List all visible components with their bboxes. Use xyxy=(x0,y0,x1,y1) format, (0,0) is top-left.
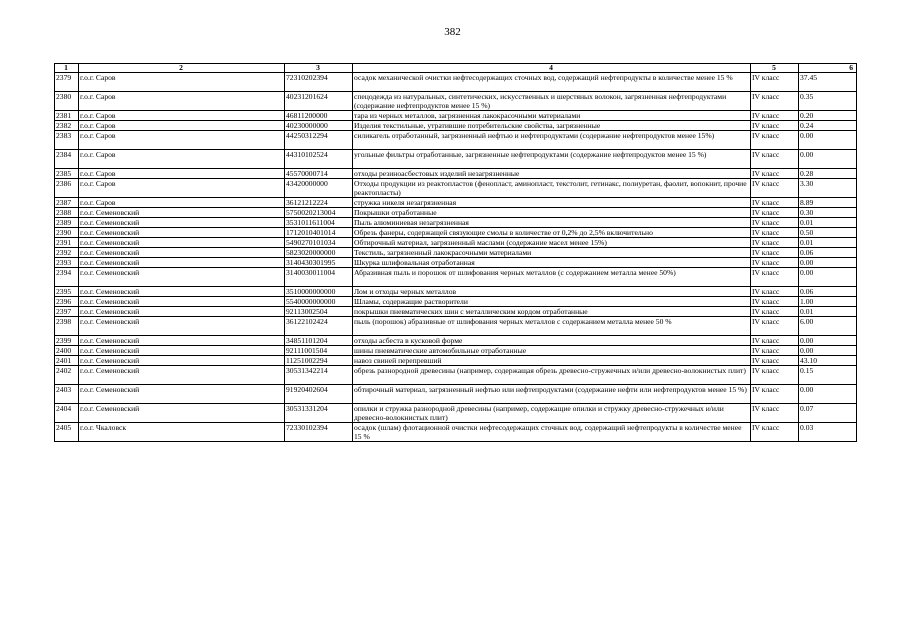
amount-cell: 6.00 xyxy=(799,317,857,336)
municipality-cell: г.о.г. Семеновский xyxy=(79,268,285,287)
hazard-class-cell: IV класс xyxy=(751,121,799,131)
row-number-cell: 2381 xyxy=(55,111,79,121)
amount-cell: 0.00 xyxy=(799,150,857,169)
hazard-class-cell: IV класс xyxy=(751,73,799,92)
waste-code-cell: 92113002504 xyxy=(285,307,353,317)
waste-description-cell: силикагель отработанный, загрязненный нефтью и нефтепродуктами (содержание нефтепродуктов менее 15%) xyxy=(353,131,751,150)
hazard-class-cell: IV класс xyxy=(751,111,799,121)
amount-cell: 37.45 xyxy=(799,73,857,92)
row-number-cell: 2397 xyxy=(55,307,79,317)
column-header: 1 xyxy=(55,64,79,73)
table-row xyxy=(55,228,857,238)
municipality-cell: г.о.г. Саров xyxy=(79,198,285,208)
row-number-cell: 2390 xyxy=(55,228,79,238)
waste-code-cell: 72330102394 xyxy=(285,423,353,442)
amount-cell: 8.89 xyxy=(799,198,857,208)
amount-cell: 0.00 xyxy=(799,346,857,356)
municipality-cell: г.о.г. Саров xyxy=(79,179,285,198)
table-row xyxy=(55,121,857,131)
waste-description-cell: навоз свиней перепревший xyxy=(353,356,751,366)
waste-code-cell: 5540000000000 xyxy=(285,297,353,307)
column-header: 2 xyxy=(79,64,285,73)
waste-code-cell: 5490270101034 xyxy=(285,238,353,248)
amount-cell: 0.00 xyxy=(799,385,857,404)
waste-description-cell: опилки и стружка разнородной древесины (например, содержащие опилки и стружку древесно-стружечных и/или древесно-волокнистых плит) xyxy=(353,404,751,423)
row-number-cell: 2383 xyxy=(55,131,79,150)
waste-code-cell: 1712010401014 xyxy=(285,228,353,238)
waste-description-cell: Лом и отходы черных металлов xyxy=(353,287,751,297)
table-row xyxy=(55,366,857,385)
waste-code-cell: 3510000000000 xyxy=(285,287,353,297)
hazard-class-cell: IV класс xyxy=(751,179,799,198)
row-number-cell: 2380 xyxy=(55,92,79,111)
waste-description-cell: Текстиль, загрязненный лакокрасочными материалами xyxy=(353,248,751,258)
table-row xyxy=(55,131,857,150)
table-row xyxy=(55,150,857,169)
column-header: 6 xyxy=(799,64,857,73)
column-header: 4 xyxy=(353,64,751,73)
row-number-cell: 2387 xyxy=(55,198,79,208)
waste-code-cell: 3140430301995 xyxy=(285,258,353,268)
municipality-cell: г.о.г. Семеновский xyxy=(79,356,285,366)
waste-code-cell: 40230000000 xyxy=(285,121,353,131)
table-row xyxy=(55,346,857,356)
municipality-cell: г.о.г. Семеновский xyxy=(79,287,285,297)
waste-description-cell: Покрышки отработанные xyxy=(353,208,751,218)
hazard-class-cell: IV класс xyxy=(751,228,799,238)
waste-description-cell: пыль (порошок) абразивные от шлифования черных металлов с содержанием металла менее 50 % xyxy=(353,317,751,336)
municipality-cell: г.о.г. Саров xyxy=(79,92,285,111)
waste-code-cell: 44250312294 xyxy=(285,131,353,150)
waste-code-cell: 45570000714 xyxy=(285,169,353,179)
municipality-cell: г.о.г. Семеновский xyxy=(79,336,285,346)
hazard-class-cell: IV класс xyxy=(751,218,799,228)
row-number-cell: 2394 xyxy=(55,268,79,287)
waste-description-cell: Абразивная пыль и порошок от шлифования черных металлов (с содержанием металла менее 50%) xyxy=(353,268,751,287)
amount-cell: 0.06 xyxy=(799,287,857,297)
waste-code-cell: 30531331204 xyxy=(285,404,353,423)
hazard-class-cell: IV класс xyxy=(751,238,799,248)
waste-code-cell: 34851101204 xyxy=(285,336,353,346)
hazard-class-cell: IV класс xyxy=(751,385,799,404)
municipality-cell: г.о.г. Семеновский xyxy=(79,404,285,423)
amount-cell: 43.10 xyxy=(799,356,857,366)
hazard-class-cell: IV класс xyxy=(751,366,799,385)
row-number-cell: 2385 xyxy=(55,169,79,179)
table-row xyxy=(55,317,857,336)
municipality-cell: г.о.г. Семеновский xyxy=(79,228,285,238)
row-number-cell: 2379 xyxy=(55,73,79,92)
page-number: 382 xyxy=(444,26,461,38)
waste-code-cell: 5823020000000 xyxy=(285,248,353,258)
row-number-cell: 2401 xyxy=(55,356,79,366)
municipality-cell: г.о.г. Саров xyxy=(79,121,285,131)
waste-code-cell: 30531342214 xyxy=(285,366,353,385)
table-row xyxy=(55,92,857,111)
waste-code-cell: 40231201624 xyxy=(285,92,353,111)
municipality-cell: г.о.г. Саров xyxy=(79,111,285,121)
amount-cell: 0.01 xyxy=(799,218,857,228)
hazard-class-cell: IV класс xyxy=(751,169,799,179)
row-number-cell: 2403 xyxy=(55,385,79,404)
municipality-cell: г.о.г. Семеновский xyxy=(79,385,285,404)
hazard-class-cell: IV класс xyxy=(751,317,799,336)
hazard-class-cell: IV класс xyxy=(751,297,799,307)
column-header: 5 xyxy=(751,64,799,73)
waste-code-cell: 44310102524 xyxy=(285,150,353,169)
waste-description-cell: тара из черных металлов, загрязненная лакокрасочными материалами xyxy=(353,111,751,121)
hazard-class-cell: IV класс xyxy=(751,150,799,169)
table-row xyxy=(55,356,857,366)
hazard-class-cell: IV класс xyxy=(751,307,799,317)
row-number-cell: 2384 xyxy=(55,150,79,169)
row-number-cell: 2405 xyxy=(55,423,79,442)
table-row xyxy=(55,287,857,297)
waste-description-cell: обрезь разнородной древесины (например, содержащая обрезь древесно-стружечных и/или древесно-волокнистых плит) xyxy=(353,366,751,385)
table-row xyxy=(55,179,857,198)
waste-description-cell: стружка никеля незагрязненная xyxy=(353,198,751,208)
waste-description-cell: Пыль алюминиевая незагрязненная xyxy=(353,218,751,228)
table-row xyxy=(55,258,857,268)
hazard-class-cell: IV класс xyxy=(751,258,799,268)
amount-cell: 0.24 xyxy=(799,121,857,131)
waste-code-cell: 46811200000 xyxy=(285,111,353,121)
waste-description-cell: угольные фильтры отработанные, загрязненные нефтепродуктами (содержание нефтепродуктов менее 15 %) xyxy=(353,150,751,169)
amount-cell: 0.00 xyxy=(799,258,857,268)
table-row xyxy=(55,208,857,218)
hazard-class-cell: IV класс xyxy=(751,198,799,208)
amount-cell: 0.30 xyxy=(799,208,857,218)
waste-description-cell: Изделия текстильные, утратившие потребительские свойства, загрязненные xyxy=(353,121,751,131)
municipality-cell: г.о.г. Саров xyxy=(79,150,285,169)
waste-description-cell: шины пневматические автомобильные отработанные xyxy=(353,346,751,356)
table-row xyxy=(55,336,857,346)
hazard-class-cell: IV класс xyxy=(751,92,799,111)
row-number-cell: 2391 xyxy=(55,238,79,248)
municipality-cell: г.о.г. Семеновский xyxy=(79,248,285,258)
table-row xyxy=(55,297,857,307)
waste-code-cell: 36121212224 xyxy=(285,198,353,208)
row-number-cell: 2398 xyxy=(55,317,79,336)
amount-cell: 0.01 xyxy=(799,307,857,317)
municipality-cell: г.о.г. Чкаловск xyxy=(79,423,285,442)
column-header-row xyxy=(55,64,857,73)
waste-description-cell: обтирочный материал, загрязненный нефтью или нефтепродуктами (содержание нефти или нефтепродуктов менее 15 %) xyxy=(353,385,751,404)
amount-cell: 0.15 xyxy=(799,366,857,385)
municipality-cell: г.о.г. Саров xyxy=(79,131,285,150)
hazard-class-cell: IV класс xyxy=(751,268,799,287)
row-number-cell: 2382 xyxy=(55,121,79,131)
table-row xyxy=(55,423,857,442)
municipality-cell: г.о.г. Семеновский xyxy=(79,346,285,356)
waste-code-cell: 3531011611004 xyxy=(285,218,353,228)
waste-code-cell: 91920402604 xyxy=(285,385,353,404)
table-row xyxy=(55,111,857,121)
amount-cell: 3.30 xyxy=(799,179,857,198)
hazard-class-cell: IV класс xyxy=(751,404,799,423)
amount-cell: 0.20 xyxy=(799,111,857,121)
amount-cell: 0.00 xyxy=(799,131,857,150)
row-number-cell: 2392 xyxy=(55,248,79,258)
waste-code-cell: 5750020213004 xyxy=(285,208,353,218)
column-header: 3 xyxy=(285,64,353,73)
row-number-cell: 2396 xyxy=(55,297,79,307)
row-number-cell: 2400 xyxy=(55,346,79,356)
municipality-cell: г.о.г. Семеновский xyxy=(79,317,285,336)
amount-cell: 0.00 xyxy=(799,268,857,287)
row-number-cell: 2399 xyxy=(55,336,79,346)
row-number-cell: 2393 xyxy=(55,258,79,268)
row-number-cell: 2404 xyxy=(55,404,79,423)
table-row xyxy=(55,404,857,423)
hazard-class-cell: IV класс xyxy=(751,356,799,366)
municipality-cell: г.о.г. Семеновский xyxy=(79,218,285,228)
waste-description-cell: Обрезь фанеры, содержащей связующие смолы в количестве от 0,2% до 2,5% включительно xyxy=(353,228,751,238)
table-row xyxy=(55,238,857,248)
amount-cell: 0.01 xyxy=(799,238,857,248)
table-row xyxy=(55,73,857,92)
hazard-class-cell: IV класс xyxy=(751,423,799,442)
municipality-cell: г.о.г. Семеновский xyxy=(79,307,285,317)
table-row xyxy=(55,218,857,228)
amount-cell: 0.28 xyxy=(799,169,857,179)
table-row xyxy=(55,248,857,258)
municipality-cell: г.о.г. Семеновский xyxy=(79,297,285,307)
hazard-class-cell: IV класс xyxy=(751,346,799,356)
waste-description-cell: спецодежда из натуральных, синтетических, искусственных и шерстяных волокон, загрязненная нефтепродуктами (содержание нефтепродуктов менее 15 %) xyxy=(353,92,751,111)
waste-description-cell: Шкурка шлифовальная отработанная xyxy=(353,258,751,268)
hazard-class-cell: IV класс xyxy=(751,336,799,346)
waste-description-cell: осадок (шлам) флотационной очистки нефтесодержащих сточных вод, содержащий нефтепродукты в количестве менее 15 % xyxy=(353,423,751,442)
row-number-cell: 2388 xyxy=(55,208,79,218)
waste-description-cell: отходы асбеста в кусковой форме xyxy=(353,336,751,346)
hazard-class-cell: IV класс xyxy=(751,248,799,258)
amount-cell: 0.00 xyxy=(799,336,857,346)
row-number-cell: 2395 xyxy=(55,287,79,297)
amount-cell: 0.35 xyxy=(799,92,857,111)
amount-cell: 1.00 xyxy=(799,297,857,307)
waste-code-cell: 3140030011004 xyxy=(285,268,353,287)
waste-description-cell: Обтирочный материал, загрязненный маслами (содержание масел менее 15%) xyxy=(353,238,751,248)
waste-code-cell: 43420000000 xyxy=(285,179,353,198)
table-row xyxy=(55,169,857,179)
row-number-cell: 2402 xyxy=(55,366,79,385)
municipality-cell: г.о.г. Семеновский xyxy=(79,238,285,248)
row-number-cell: 2386 xyxy=(55,179,79,198)
municipality-cell: г.о.г. Семеновский xyxy=(79,208,285,218)
waste-code-cell: 36122102424 xyxy=(285,317,353,336)
waste-registry-table xyxy=(54,63,857,442)
waste-description-cell: покрышки пневматических шин с металлическим кордом отработанные xyxy=(353,307,751,317)
table-row xyxy=(55,198,857,208)
amount-cell: 0.06 xyxy=(799,248,857,258)
hazard-class-cell: IV класс xyxy=(751,287,799,297)
waste-code-cell: 72310202394 xyxy=(285,73,353,92)
waste-description-cell: Шламы, содержащие растворители xyxy=(353,297,751,307)
municipality-cell: г.о.г. Саров xyxy=(79,169,285,179)
waste-code-cell: 92111001504 xyxy=(285,346,353,356)
table-row xyxy=(55,307,857,317)
waste-description-cell: Отходы продукции из реактопластов (фенопласт, аминопласт, текстолит, гетинакс, полиуретан, фаолит, вопокнит, прочие реактопласты) xyxy=(353,179,751,198)
table-row xyxy=(55,385,857,404)
municipality-cell: г.о.г. Саров xyxy=(79,73,285,92)
hazard-class-cell: IV класс xyxy=(751,208,799,218)
hazard-class-cell: IV класс xyxy=(751,131,799,150)
municipality-cell: г.о.г. Семеновский xyxy=(79,366,285,385)
amount-cell: 0.50 xyxy=(799,228,857,238)
waste-description-cell: осадок механической очистки нефтесодержащих сточных вод, содержащий нефтепродукты в количестве менее 15 % xyxy=(353,73,751,92)
row-number-cell: 2389 xyxy=(55,218,79,228)
table-row xyxy=(55,268,857,287)
amount-cell: 0.07 xyxy=(799,404,857,423)
municipality-cell: г.о.г. Семеновский xyxy=(79,258,285,268)
waste-code-cell: 11251002294 xyxy=(285,356,353,366)
waste-description-cell: отходы резиноасбестовых изделий незагрязненные xyxy=(353,169,751,179)
amount-cell: 0.03 xyxy=(799,423,857,442)
